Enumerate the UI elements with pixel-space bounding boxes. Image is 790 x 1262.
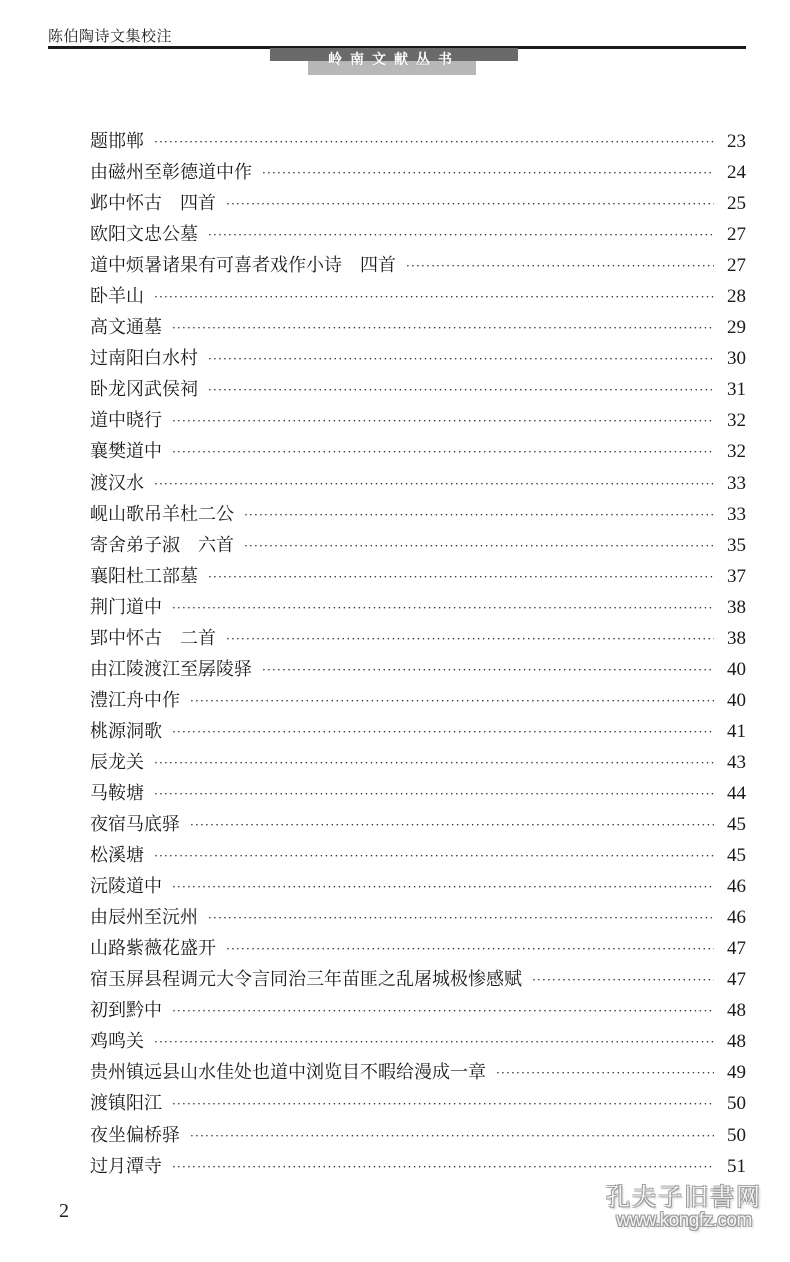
- dot-leader: [154, 748, 714, 779]
- dot-leader: [208, 375, 714, 406]
- watermark: [598, 1184, 770, 1232]
- dot-leader: [262, 655, 714, 686]
- toc-entry-title: 题邯郸: [90, 131, 144, 152]
- toc-entry-title: 卧龙冈武侯祠: [90, 379, 198, 401]
- toc-entry[interactable]: [90, 281, 746, 312]
- toc-entry-page: 32: [727, 410, 746, 432]
- toc-entry-page: 45: [727, 845, 746, 867]
- toc-entry-page: 50: [727, 1093, 746, 1115]
- dot-leader: [496, 1058, 714, 1089]
- dot-leader: [226, 624, 714, 655]
- dot-leader: [172, 1089, 714, 1120]
- toc-entry[interactable]: [90, 840, 746, 871]
- toc-entry-page: 24: [727, 162, 746, 184]
- toc-entry[interactable]: [90, 902, 746, 933]
- series-title: 岭南文献丛书: [328, 52, 460, 68]
- toc-entry-page: 38: [727, 596, 746, 618]
- toc-entry-page: 50: [727, 1124, 746, 1146]
- toc-entry[interactable]: [90, 157, 746, 188]
- toc-entry-title: 寄舍弟子淑 六首: [90, 534, 234, 556]
- toc-entry[interactable]: [90, 716, 746, 747]
- toc-entry-page: 25: [727, 193, 746, 215]
- toc-entry[interactable]: [90, 654, 746, 685]
- toc-entry[interactable]: [90, 1057, 746, 1088]
- toc-entry-page: 28: [727, 286, 746, 308]
- dot-leader: [172, 593, 714, 624]
- toc-entry[interactable]: [90, 219, 746, 250]
- toc-entry[interactable]: [90, 250, 746, 281]
- toc-entry-page: 35: [727, 534, 746, 556]
- toc-entry-title: 过南阳白水村: [90, 348, 198, 370]
- dot-leader: [208, 903, 714, 934]
- watermark-url: www.kongfz.com: [616, 1210, 752, 1231]
- toc-entry-title: 宿玉屏县程调元大令言同治三年苗匪之乱屠城极惨感赋: [90, 969, 522, 991]
- toc-entry[interactable]: [90, 499, 746, 530]
- toc-entry-title: 欧阳文忠公墓: [90, 224, 198, 246]
- toc-entry-title: 过月潭寺: [90, 1155, 162, 1177]
- toc-entry-title: 卧羊山: [90, 286, 144, 308]
- toc-entry-title: 渡汉水: [90, 472, 144, 494]
- toc-entry[interactable]: [90, 126, 746, 157]
- dot-leader: [226, 934, 714, 965]
- toc-entry-page: 45: [727, 814, 746, 836]
- toc-entry-title: 夜坐偏桥驿: [90, 1124, 180, 1146]
- toc-entry-page: 40: [727, 689, 746, 711]
- toc-entry-title: 渡镇阳江: [90, 1093, 162, 1115]
- toc-entry-title: 由江陵渡江至孱陵驿: [90, 658, 252, 680]
- dot-leader: [190, 1121, 714, 1152]
- toc-entry-title: 岘山歌吊羊杜二公: [90, 503, 234, 525]
- dot-leader: [244, 531, 714, 562]
- toc-entry-title: 山路紫薇花盛开: [90, 938, 216, 960]
- toc-entry-title: 襄樊道中: [90, 441, 162, 463]
- toc-entry[interactable]: [90, 592, 746, 623]
- dot-leader: [172, 872, 714, 903]
- dot-leader: [154, 779, 714, 810]
- toc-entry[interactable]: [90, 685, 746, 716]
- toc-entry[interactable]: [90, 871, 746, 902]
- toc-entry[interactable]: [90, 809, 746, 840]
- dot-leader: [208, 344, 714, 375]
- table-of-contents: [90, 126, 746, 1182]
- toc-entry-page: 46: [727, 876, 746, 898]
- toc-entry[interactable]: [90, 1088, 746, 1119]
- toc-entry-page: 48: [727, 1031, 746, 1053]
- dot-leader: [208, 562, 714, 593]
- toc-entry-page: 47: [727, 938, 746, 960]
- toc-entry-page: 40: [727, 658, 746, 680]
- toc-entry-page: 31: [727, 379, 746, 401]
- toc-entry[interactable]: [90, 1120, 746, 1151]
- toc-entry[interactable]: [90, 374, 746, 405]
- toc-entry-page: 43: [727, 751, 746, 773]
- toc-entry-title: 鸡鸣关: [90, 1031, 144, 1053]
- toc-entry[interactable]: [90, 343, 746, 374]
- toc-entry[interactable]: [90, 995, 746, 1026]
- toc-entry-page: 41: [727, 720, 746, 742]
- toc-entry-page: 48: [727, 1000, 746, 1022]
- toc-entry-title: 邺中怀古 四首: [90, 193, 216, 215]
- toc-entry-page: 46: [727, 907, 746, 929]
- running-title: 陈伯陶诗文集校注: [48, 27, 173, 45]
- toc-entry-title: 贵州镇远县山水佳处也道中浏览目不暇给漫成一章: [90, 1062, 486, 1084]
- toc-entry-title: 荆门道中: [90, 596, 162, 618]
- toc-entry-title: 由磁州至彰德道中作: [90, 162, 252, 184]
- dot-leader: [208, 220, 714, 251]
- toc-entry-page: 33: [727, 503, 746, 525]
- toc-entry-title: 辰龙关: [90, 751, 144, 773]
- dot-leader: [172, 406, 714, 437]
- toc-entry-page: 27: [727, 224, 746, 246]
- dot-leader: [154, 469, 714, 500]
- toc-entry-title: 桃源洞歌: [90, 720, 162, 742]
- dot-leader: [172, 996, 714, 1027]
- toc-entry-page: 47: [727, 969, 746, 991]
- toc-entry[interactable]: [90, 561, 746, 592]
- toc-entry-title: 道中晓行: [90, 410, 162, 432]
- toc-entry[interactable]: [90, 468, 746, 499]
- dot-leader: [406, 251, 714, 282]
- dot-leader: [226, 189, 714, 220]
- watermark-logo-text: 孔夫子旧書网: [606, 1183, 762, 1211]
- toc-entry-title: 沅陵道中: [90, 876, 162, 898]
- dot-leader: [190, 686, 714, 717]
- toc-entry-page: 27: [727, 255, 746, 277]
- toc-entry[interactable]: [90, 933, 746, 964]
- dot-leader: [172, 313, 714, 344]
- dot-leader: [172, 437, 714, 468]
- page-number: 2: [59, 1200, 69, 1222]
- dot-leader: [172, 717, 714, 748]
- dot-leader: [262, 158, 714, 189]
- toc-entry-page: 44: [727, 782, 746, 804]
- dot-leader: [172, 1152, 714, 1183]
- toc-entry-title: 夜宿马底驿: [90, 814, 180, 836]
- toc-entry[interactable]: [90, 530, 746, 561]
- dot-leader: [154, 127, 714, 158]
- toc-entry-page: 51: [727, 1155, 746, 1177]
- toc-entry-title: 高文通墓: [90, 317, 162, 339]
- toc-entry-page: 33: [727, 472, 746, 494]
- toc-entry[interactable]: [90, 188, 746, 219]
- dot-leader: [244, 500, 714, 531]
- toc-entry-page: 38: [727, 627, 746, 649]
- toc-entry[interactable]: [90, 1151, 746, 1182]
- toc-entry[interactable]: [90, 405, 746, 436]
- toc-entry-title: 松溪塘: [90, 845, 144, 867]
- toc-entry-title: 襄阳杜工部墓: [90, 565, 198, 587]
- toc-entry-title: 马鞍塘: [90, 782, 144, 804]
- toc-entry-title: 澧江舟中作: [90, 689, 180, 711]
- dot-leader: [532, 965, 714, 996]
- dot-leader: [154, 841, 714, 872]
- toc-entry[interactable]: [90, 1026, 746, 1057]
- dot-leader: [154, 282, 714, 313]
- toc-entry-page: 32: [727, 441, 746, 463]
- toc-entry-page: 30: [727, 348, 746, 370]
- toc-entry[interactable]: [90, 964, 746, 995]
- toc-entry-title: 郢中怀古 二首: [90, 627, 216, 649]
- toc-entry[interactable]: [90, 312, 746, 343]
- toc-entry[interactable]: [90, 747, 746, 778]
- toc-entry[interactable]: [90, 778, 746, 809]
- dot-leader: [190, 810, 714, 841]
- toc-entry-page: 23: [727, 131, 746, 152]
- toc-entry[interactable]: [90, 436, 746, 467]
- toc-entry-page: 29: [727, 317, 746, 339]
- toc-entry[interactable]: [90, 623, 746, 654]
- dot-leader: [154, 1027, 714, 1058]
- toc-entry-title: 由辰州至沅州: [90, 907, 198, 929]
- toc-entry-page: 37: [727, 565, 746, 587]
- toc-entry-page: 49: [727, 1062, 746, 1084]
- toc-entry-title: 初到黔中: [90, 1000, 162, 1022]
- toc-entry-title: 道中烦暑诸果有可喜者戏作小诗 四首: [90, 255, 396, 277]
